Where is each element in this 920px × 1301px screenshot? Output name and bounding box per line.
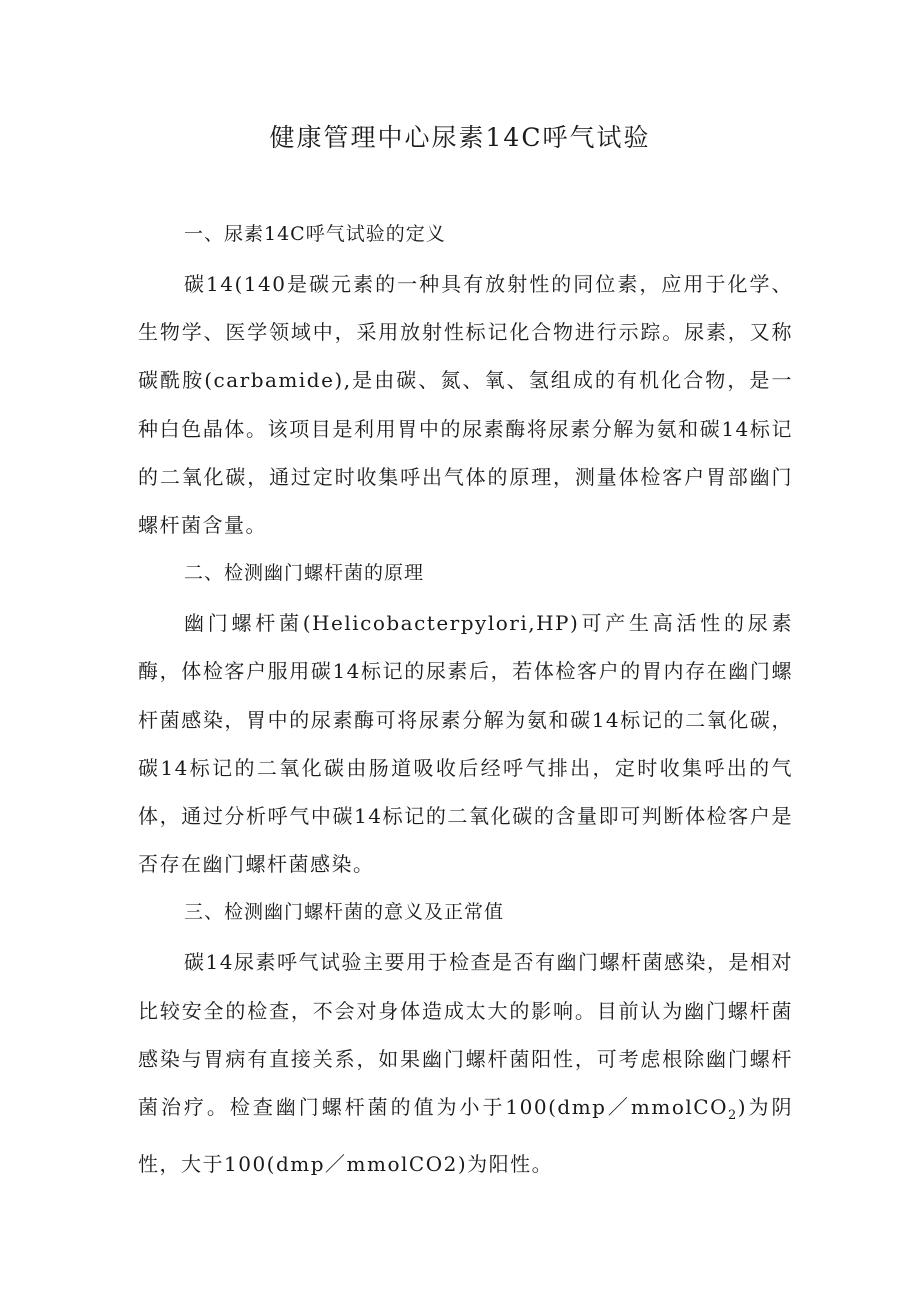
document-title: 健康管理中心尿素14C呼气试验	[269, 123, 651, 152]
section-paragraph-principle: 幽门螺杆菌(Helicobacterpylori,HP)可产生高活性的尿素酶，体检客户服用碳14标记的尿素后，若体检客户的胃内存在幽门螺杆菌感染，胃中的尿素酶可将尿素分解为氨和碳14标记的二氧化碳，碳14标记的二氧化碳由肠道吸收后经呼气排出，定时收集呼出的气体，通过分析呼气中碳14标记的二氧化碳的含量即可判断体检客户是否存在幽门螺杆菌感染。	[138, 611, 793, 877]
section-heading-significance: 三、检测幽门螺杆菌的意义及正常值	[184, 901, 505, 924]
section-paragraph-significance	[138, 938, 793, 1188]
section-paragraph-definition: 碳14(140是碳元素的一种具有放射性的同位素，应用于化学、生物学、医学领域中，采用放射性标记化合物进行示踪。尿素，又称碳酰胺(carbamide),是由碳、氮、氧、氢组成的有机化合物，是一种白色晶体。该项目是利用胃中的尿素酶将尿素分解为氨和碳14标记的二氧化碳，通过定时收集呼出气体的原理，测量体检客户胃部幽门螺杆菌含量。	[138, 272, 793, 538]
section-heading-principle: 二、检测幽门螺杆菌的原理	[184, 562, 425, 585]
co2-subscript: 2	[727, 1108, 738, 1124]
paragraph-text-after-subscript: )为阴性，大于100(dmp／mmolCO2)为阳性。	[138, 1095, 793, 1177]
document-body	[138, 212, 793, 1188]
section-heading-definition: 一、尿素14C呼气试验的定义	[184, 223, 446, 245]
paragraph-text-before-subscript: 碳14尿素呼气试验主要用于检查是否有幽门螺杆菌感染，是相对比较安全的检查，不会对身体造成太大的影响。目前认为幽门螺杆菌感染与胃病有直接关系，如果幽门螺杆菌阳性，可考虑根除幽门螺杆菌治疗。检查幽门螺杆菌的值为小于100(dmp／mmolCO	[138, 950, 793, 1120]
